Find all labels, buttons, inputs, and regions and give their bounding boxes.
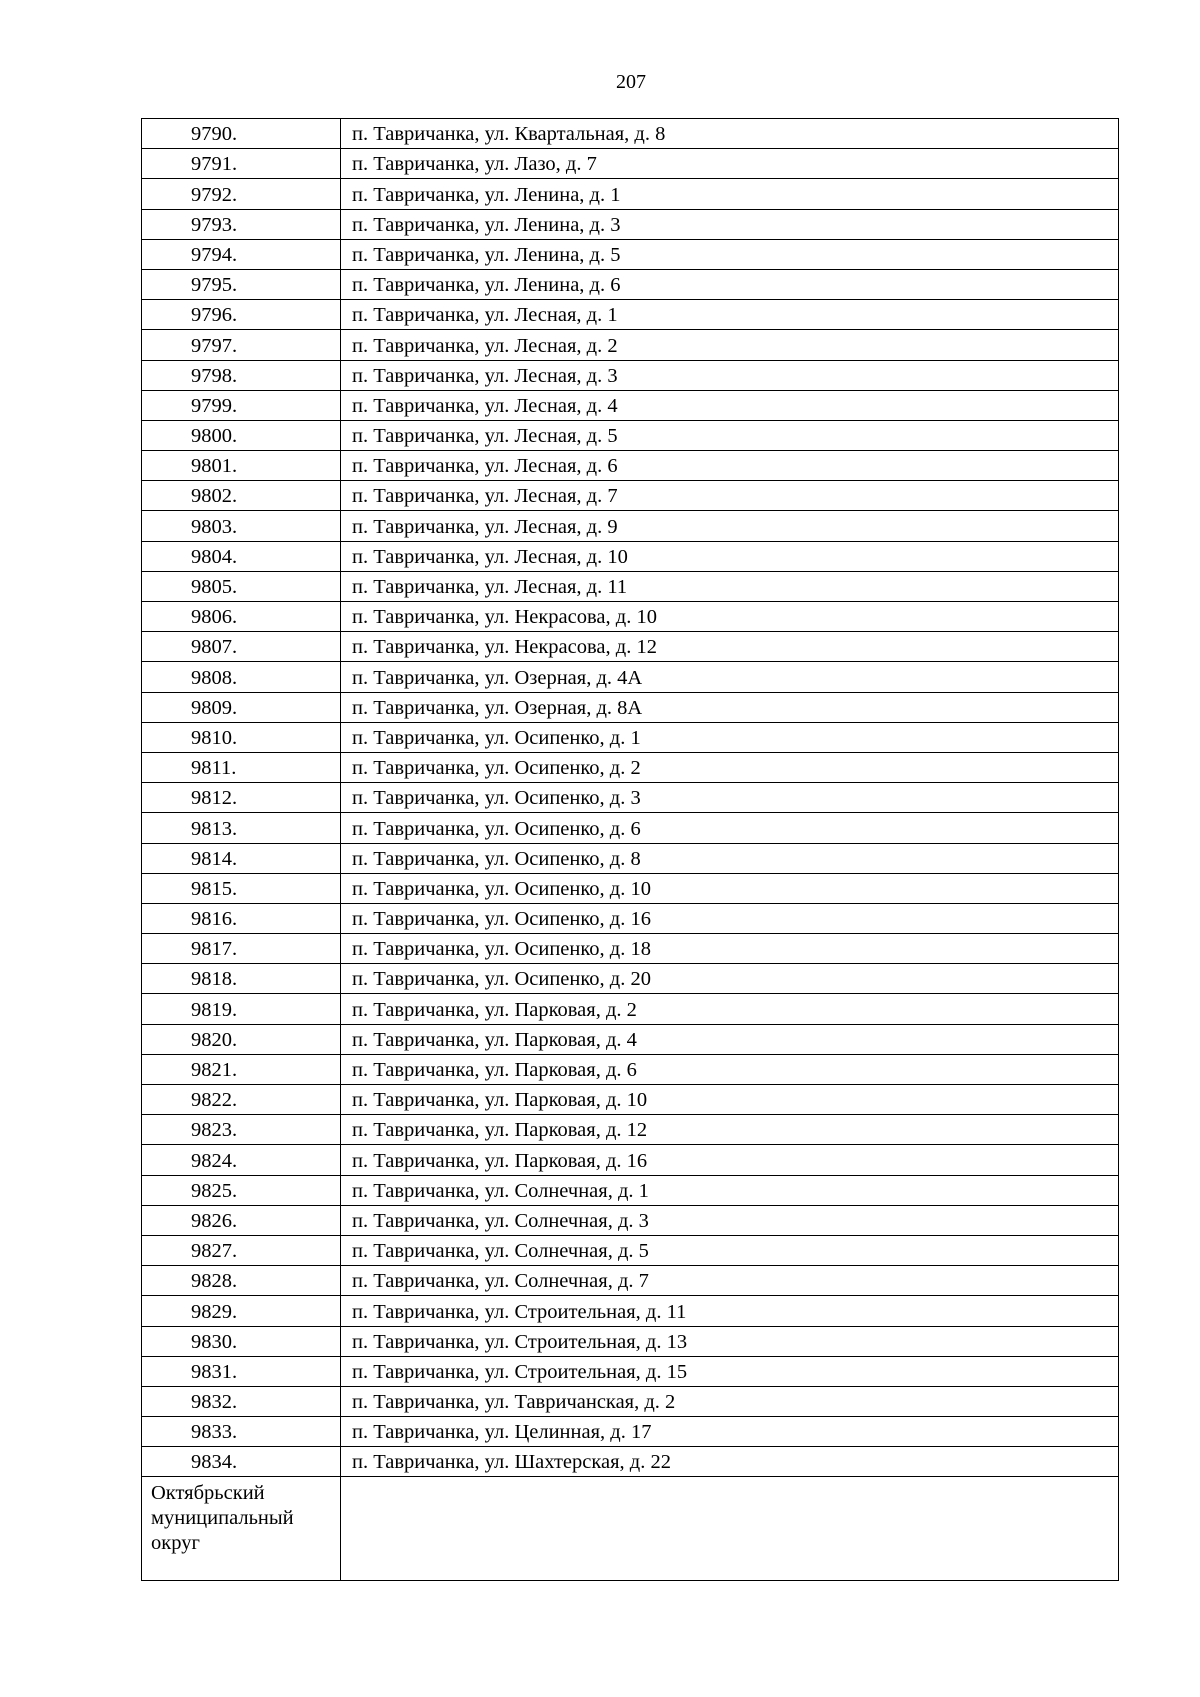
row-address: п. Тавричанка, ул. Осипенко, д. 20 (341, 964, 1119, 994)
table-row (142, 692, 1119, 722)
table-row (142, 1326, 1119, 1356)
row-address: п. Тавричанка, ул. Лесная, д. 10 (341, 541, 1119, 571)
table-row (142, 541, 1119, 571)
row-address: п. Тавричанка, ул. Осипенко, д. 10 (341, 873, 1119, 903)
table-row (142, 1145, 1119, 1175)
row-number: 9794. (142, 239, 341, 269)
row-address: п. Тавричанка, ул. Осипенко, д. 18 (341, 934, 1119, 964)
row-address: п. Тавричанка, ул. Лесная, д. 9 (341, 511, 1119, 541)
row-number: 9824. (142, 1145, 341, 1175)
row-number: 9798. (142, 360, 341, 390)
row-address: п. Тавричанка, ул. Ленина, д. 5 (341, 239, 1119, 269)
table-row (142, 903, 1119, 933)
row-number: 9806. (142, 602, 341, 632)
row-number: 9822. (142, 1085, 341, 1115)
row-number: 9823. (142, 1115, 341, 1145)
table-row (142, 360, 1119, 390)
table-row (142, 1175, 1119, 1205)
table-row (142, 1266, 1119, 1296)
table-row (142, 662, 1119, 692)
row-number: 9812. (142, 783, 341, 813)
district-name (142, 1477, 341, 1581)
row-number: 9802. (142, 481, 341, 511)
row-number: 9828. (142, 1266, 341, 1296)
district-name-line: муниципальный (151, 1507, 294, 1530)
table-row (142, 1417, 1119, 1447)
table-row (142, 873, 1119, 903)
row-number: 9808. (142, 662, 341, 692)
table-row (142, 964, 1119, 994)
row-address: п. Тавричанка, ул. Строительная, д. 11 (341, 1296, 1119, 1326)
page-number: 207 (616, 71, 646, 93)
row-address: п. Тавричанка, ул. Парковая, д. 4 (341, 1024, 1119, 1054)
table-row (142, 994, 1119, 1024)
row-number: 9811. (142, 752, 341, 782)
row-number: 9819. (142, 994, 341, 1024)
table-row (142, 1356, 1119, 1386)
row-address: п. Тавричанка, ул. Солнечная, д. 5 (341, 1235, 1119, 1265)
table-row (142, 300, 1119, 330)
row-number: 9814. (142, 843, 341, 873)
row-number: 9795. (142, 269, 341, 299)
row-address: п. Тавричанка, ул. Некрасова, д. 10 (341, 602, 1119, 632)
table-row (142, 813, 1119, 843)
table-row (142, 1024, 1119, 1054)
table-row (142, 632, 1119, 662)
row-number: 9817. (142, 934, 341, 964)
table-row (142, 239, 1119, 269)
row-address: п. Тавричанка, ул. Строительная, д. 13 (341, 1326, 1119, 1356)
district-address (341, 1477, 1119, 1581)
row-address: п. Тавричанка, ул. Шахтерская, д. 22 (341, 1447, 1119, 1477)
row-address: п. Тавричанка, ул. Лесная, д. 6 (341, 451, 1119, 481)
row-address: п. Тавричанка, ул. Тавричанская, д. 2 (341, 1386, 1119, 1416)
row-number: 9821. (142, 1054, 341, 1084)
table-row (142, 1447, 1119, 1477)
row-address: п. Тавричанка, ул. Парковая, д. 2 (341, 994, 1119, 1024)
row-address: п. Тавричанка, ул. Солнечная, д. 1 (341, 1175, 1119, 1205)
row-address: п. Тавричанка, ул. Осипенко, д. 16 (341, 903, 1119, 933)
row-number: 9829. (142, 1296, 341, 1326)
table-row (142, 1386, 1119, 1416)
table-row (142, 119, 1119, 149)
row-number: 9803. (142, 511, 341, 541)
row-address: п. Тавричанка, ул. Парковая, д. 6 (341, 1054, 1119, 1084)
row-address: п. Тавричанка, ул. Лесная, д. 5 (341, 420, 1119, 450)
district-name-line: округ (151, 1532, 200, 1555)
row-number: 9827. (142, 1235, 341, 1265)
row-address: п. Тавричанка, ул. Некрасова, д. 12 (341, 632, 1119, 662)
row-number: 9813. (142, 813, 341, 843)
row-number: 9797. (142, 330, 341, 360)
district-row (142, 1477, 1119, 1581)
row-address: п. Тавричанка, ул. Квартальная, д. 8 (341, 119, 1119, 149)
table-row (142, 390, 1119, 420)
table-row (142, 571, 1119, 601)
table-row (142, 1115, 1119, 1145)
row-number: 9790. (142, 119, 341, 149)
row-address: п. Тавричанка, ул. Парковая, д. 12 (341, 1115, 1119, 1145)
district-name-line: Октябрьский (151, 1482, 265, 1505)
table-row (142, 722, 1119, 752)
row-address: п. Тавричанка, ул. Ленина, д. 3 (341, 209, 1119, 239)
row-address: п. Тавричанка, ул. Осипенко, д. 1 (341, 722, 1119, 752)
address-table (141, 118, 1119, 1581)
row-number: 9804. (142, 541, 341, 571)
table-row (142, 330, 1119, 360)
row-number: 9800. (142, 420, 341, 450)
row-number: 9791. (142, 149, 341, 179)
table-row (142, 209, 1119, 239)
row-number: 9799. (142, 390, 341, 420)
row-number: 9807. (142, 632, 341, 662)
row-number: 9826. (142, 1205, 341, 1235)
table-row (142, 752, 1119, 782)
row-number: 9801. (142, 451, 341, 481)
row-address: п. Тавричанка, ул. Осипенко, д. 2 (341, 752, 1119, 782)
row-number: 9831. (142, 1356, 341, 1386)
table-row (142, 1205, 1119, 1235)
row-address: п. Тавричанка, ул. Лесная, д. 2 (341, 330, 1119, 360)
row-address: п. Тавричанка, ул. Лесная, д. 11 (341, 571, 1119, 601)
row-address: п. Тавричанка, ул. Лесная, д. 1 (341, 300, 1119, 330)
table-row (142, 1085, 1119, 1115)
table-row (142, 934, 1119, 964)
row-address: п. Тавричанка, ул. Парковая, д. 16 (341, 1145, 1119, 1175)
row-address: п. Тавричанка, ул. Лазо, д. 7 (341, 149, 1119, 179)
table-row (142, 1054, 1119, 1084)
row-number: 9833. (142, 1417, 341, 1447)
row-number: 9815. (142, 873, 341, 903)
table-row (142, 269, 1119, 299)
row-address: п. Тавричанка, ул. Осипенко, д. 3 (341, 783, 1119, 813)
row-number: 9818. (142, 964, 341, 994)
row-address: п. Тавричанка, ул. Целинная, д. 17 (341, 1417, 1119, 1447)
row-number: 9820. (142, 1024, 341, 1054)
table-row (142, 843, 1119, 873)
row-address: п. Тавричанка, ул. Строительная, д. 15 (341, 1356, 1119, 1386)
row-address: п. Тавричанка, ул. Озерная, д. 4А (341, 662, 1119, 692)
row-number: 9825. (142, 1175, 341, 1205)
table-row (142, 179, 1119, 209)
table-row (142, 420, 1119, 450)
row-number: 9830. (142, 1326, 341, 1356)
table-row (142, 1235, 1119, 1265)
row-address: п. Тавричанка, ул. Лесная, д. 7 (341, 481, 1119, 511)
row-number: 9832. (142, 1386, 341, 1416)
table-row (142, 481, 1119, 511)
row-number: 9809. (142, 692, 341, 722)
table-row (142, 149, 1119, 179)
row-address: п. Тавричанка, ул. Солнечная, д. 3 (341, 1205, 1119, 1235)
table-row (142, 1296, 1119, 1326)
row-address: п. Тавричанка, ул. Ленина, д. 6 (341, 269, 1119, 299)
row-address: п. Тавричанка, ул. Осипенко, д. 6 (341, 813, 1119, 843)
row-address: п. Тавричанка, ул. Солнечная, д. 7 (341, 1266, 1119, 1296)
row-number: 9793. (142, 209, 341, 239)
row-number: 9810. (142, 722, 341, 752)
table-row (142, 783, 1119, 813)
row-address: п. Тавричанка, ул. Лесная, д. 4 (341, 390, 1119, 420)
row-number: 9834. (142, 1447, 341, 1477)
row-number: 9792. (142, 179, 341, 209)
row-address: п. Тавричанка, ул. Осипенко, д. 8 (341, 843, 1119, 873)
row-number: 9805. (142, 571, 341, 601)
table-row (142, 451, 1119, 481)
row-address: п. Тавричанка, ул. Ленина, д. 1 (341, 179, 1119, 209)
row-address: п. Тавричанка, ул. Лесная, д. 3 (341, 360, 1119, 390)
row-number: 9796. (142, 300, 341, 330)
row-number: 9816. (142, 903, 341, 933)
address-table-body (142, 119, 1119, 1581)
table-row (142, 511, 1119, 541)
table-row (142, 602, 1119, 632)
row-address: п. Тавричанка, ул. Озерная, д. 8А (341, 692, 1119, 722)
row-address: п. Тавричанка, ул. Парковая, д. 10 (341, 1085, 1119, 1115)
